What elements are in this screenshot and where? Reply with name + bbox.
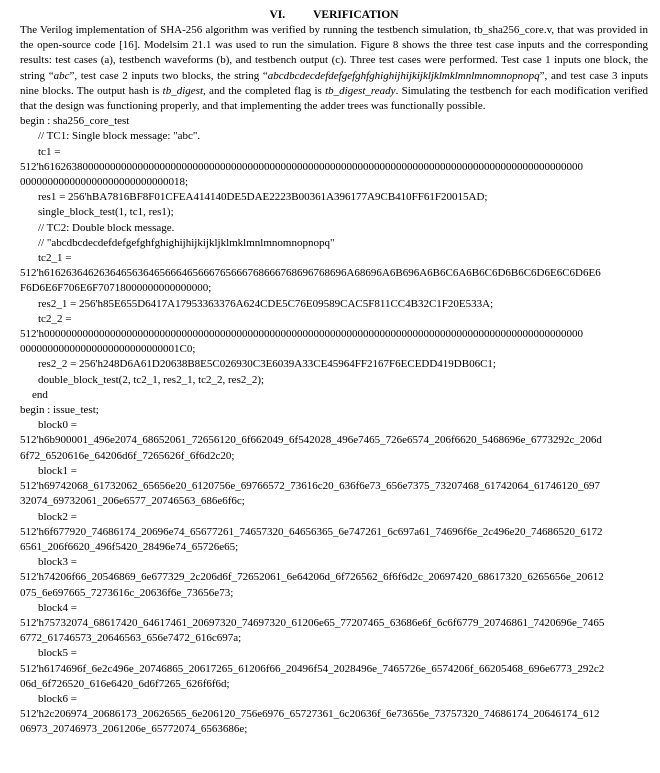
section-number: VI. <box>269 9 286 21</box>
code-line: block5 = <box>38 647 77 660</box>
code-line: block0 = <box>38 419 77 432</box>
code-line: 512'h75732074_68617420_64617461_20697320_74697320_61206e65_77207465_63686e6f_6c6f6779_20746861_7420696e_7465 <box>20 616 605 629</box>
code-line: 512'h6162636462636465636465666465666765666768666768696768696A68696A6B696A6B6C6A6B6C6D6B6C6D6E6C6D6E6 <box>20 267 601 280</box>
code-line: begin : issue_test; <box>20 404 99 417</box>
verification-paragraph <box>20 23 648 114</box>
para-text-5: . Simulating the testbench for each modification verified that the design was functioning properly, and that implementing the adder trees was functionally possible. <box>20 84 648 113</box>
code-line: // TC1: Single block message: "abc". <box>38 130 201 143</box>
code-line: 06d_6f726520_616e6420_6d6f7265_626f6f6d; <box>20 677 230 690</box>
code-line: 512'h61626380000000000000000000000000000000000000000000000000000000000000000000000000000000000000000000 <box>20 160 583 173</box>
code-line: tc2_1 = <box>38 252 72 265</box>
code-line: 6f72_6520616e_64206d6f_7265626f_6f6d2c20; <box>20 449 235 462</box>
code-line: 075_6e697665_7273616c_20636f6e_73656e73; <box>20 586 234 599</box>
code-line: block1 = <box>38 464 77 477</box>
code-line: res1 = 256'hBA7816BF8F01CFEA414140DE5DAE2223B00361A396177A9CB410FF61F20015AD; <box>38 191 488 204</box>
code-line: 6561_206f6620_496f5420_28496e74_65726e65; <box>20 540 239 553</box>
para-text-1: The Verilog implementation of SHA-256 algorithm was verified by running the testbench simulation, tb_sha256_core.v, that was provided in the open-source code [16]. Modelsim 21.1 was used to run the simulation. Figure 8 shows the three test case inputs and the corresponding results: test cases (a), testbench waveforms (b), and testbench output (c). Three test cases were performed. Test case 1 inputs one block, the string “ <box>20 24 648 82</box>
para-text-3: ”, and test case 3 inputs nine blocks. The output hash is <box>20 69 648 97</box>
code-line: 32074_69732061_206e6577_20746563_686e6f6c; <box>20 495 245 508</box>
code-line: single_block_test(1, tc1, res1); <box>38 206 174 219</box>
code-line: F6D6E6F706E6F70718000000000000000; <box>20 282 212 295</box>
code-line: 000000000000000000000000000018; <box>20 176 189 189</box>
para-tb-digest: tb_digest <box>162 84 204 97</box>
code-line: 00000000000000000000000000001C0; <box>20 343 196 356</box>
para-tb-digest-ready: tb_digest_ready <box>325 84 396 97</box>
code-line: tc2_2 = <box>38 312 72 325</box>
section-title: VERIFICATION <box>313 9 399 21</box>
code-line: 512'h00000000000000000000000000000000000000000000000000000000000000000000000000000000000000000000000000 <box>20 328 583 341</box>
code-line: block3 = <box>38 556 77 569</box>
code-line: 512'h2c206974_20686173_20626565_6e206120_756e6976_65727361_6c20636f_6e73656e_73757320_74686174_20646174_612 <box>20 708 600 721</box>
code-line: double_block_test(2, tc2_1, res2_1, tc2_2, res2_2); <box>38 373 265 386</box>
code-line: 512'h6b900001_496e2074_68652061_72656120_6f662049_6f542028_496e7465_726e6574_206f6620_5468696e_6773292c_206d <box>20 434 602 447</box>
code-line: 512'h6174696f_6e2c496e_20746865_20617265_61206f66_20496f54_2028496e_7465726e_6574206f_66205468_696e6773_292c2 <box>20 662 605 675</box>
code-line: res2_1 = 256'h85E655D6417A17953363376A624CDE5C76E09589CAC5F811CC4B32C1F20E533A; <box>38 297 494 310</box>
code-line: begin : sha256_core_test <box>20 115 130 128</box>
verilog-code-block <box>20 114 648 737</box>
code-line: block4 = <box>38 601 77 614</box>
code-line: 512'h6f677920_74686174_20696e74_65677261_74657320_64656365_6e747261_6c697a61_74696f6e_2c496e20_74686520_6172 <box>20 525 603 538</box>
para-abc-string: abc <box>53 69 70 82</box>
code-line: 6772_61746573_20646563_656e7472_616c697a; <box>20 632 242 645</box>
section-heading <box>20 7 648 23</box>
code-line: end <box>32 388 48 401</box>
code-line: 06973_20746973_2061206e_65772074_6563686e; <box>20 723 248 736</box>
code-line: // "abcdbcdecdefdefgefghfghighijhijkijkljklmklmnlmnomnopnopq" <box>38 236 335 249</box>
code-line: block2 = <box>38 510 77 523</box>
code-line: 512'h74206f66_20546869_6e677329_2c206d6f_72652061_6e64206d_6f726562_6f6f6d2c_20697420_68617320_6265656e_20612 <box>20 571 604 584</box>
code-line: block6 = <box>38 692 77 705</box>
code-line: tc1 = <box>38 145 61 158</box>
code-line: // TC2: Double block message. <box>38 221 175 234</box>
para-text-4: , and the completed flag is <box>203 84 326 97</box>
para-long-string: abcdbcdecdefdefgefghfghighijhijkijkljklmklmnlmnomnopnopq <box>267 69 540 82</box>
code-line: 512'h69742068_61732062_65656e20_6120756e_69766572_73616c20_636f6e73_656e7375_73207468_61742064_61746120_697 <box>20 480 601 493</box>
para-text-2: ”, test case 2 inputs two blocks, the string “ <box>69 69 268 82</box>
code-line: res2_2 = 256'h248D6A61D20638B8E5C026930C3E6039A33CE45964FF2167F6ECEDD419DB06C1; <box>38 358 496 371</box>
